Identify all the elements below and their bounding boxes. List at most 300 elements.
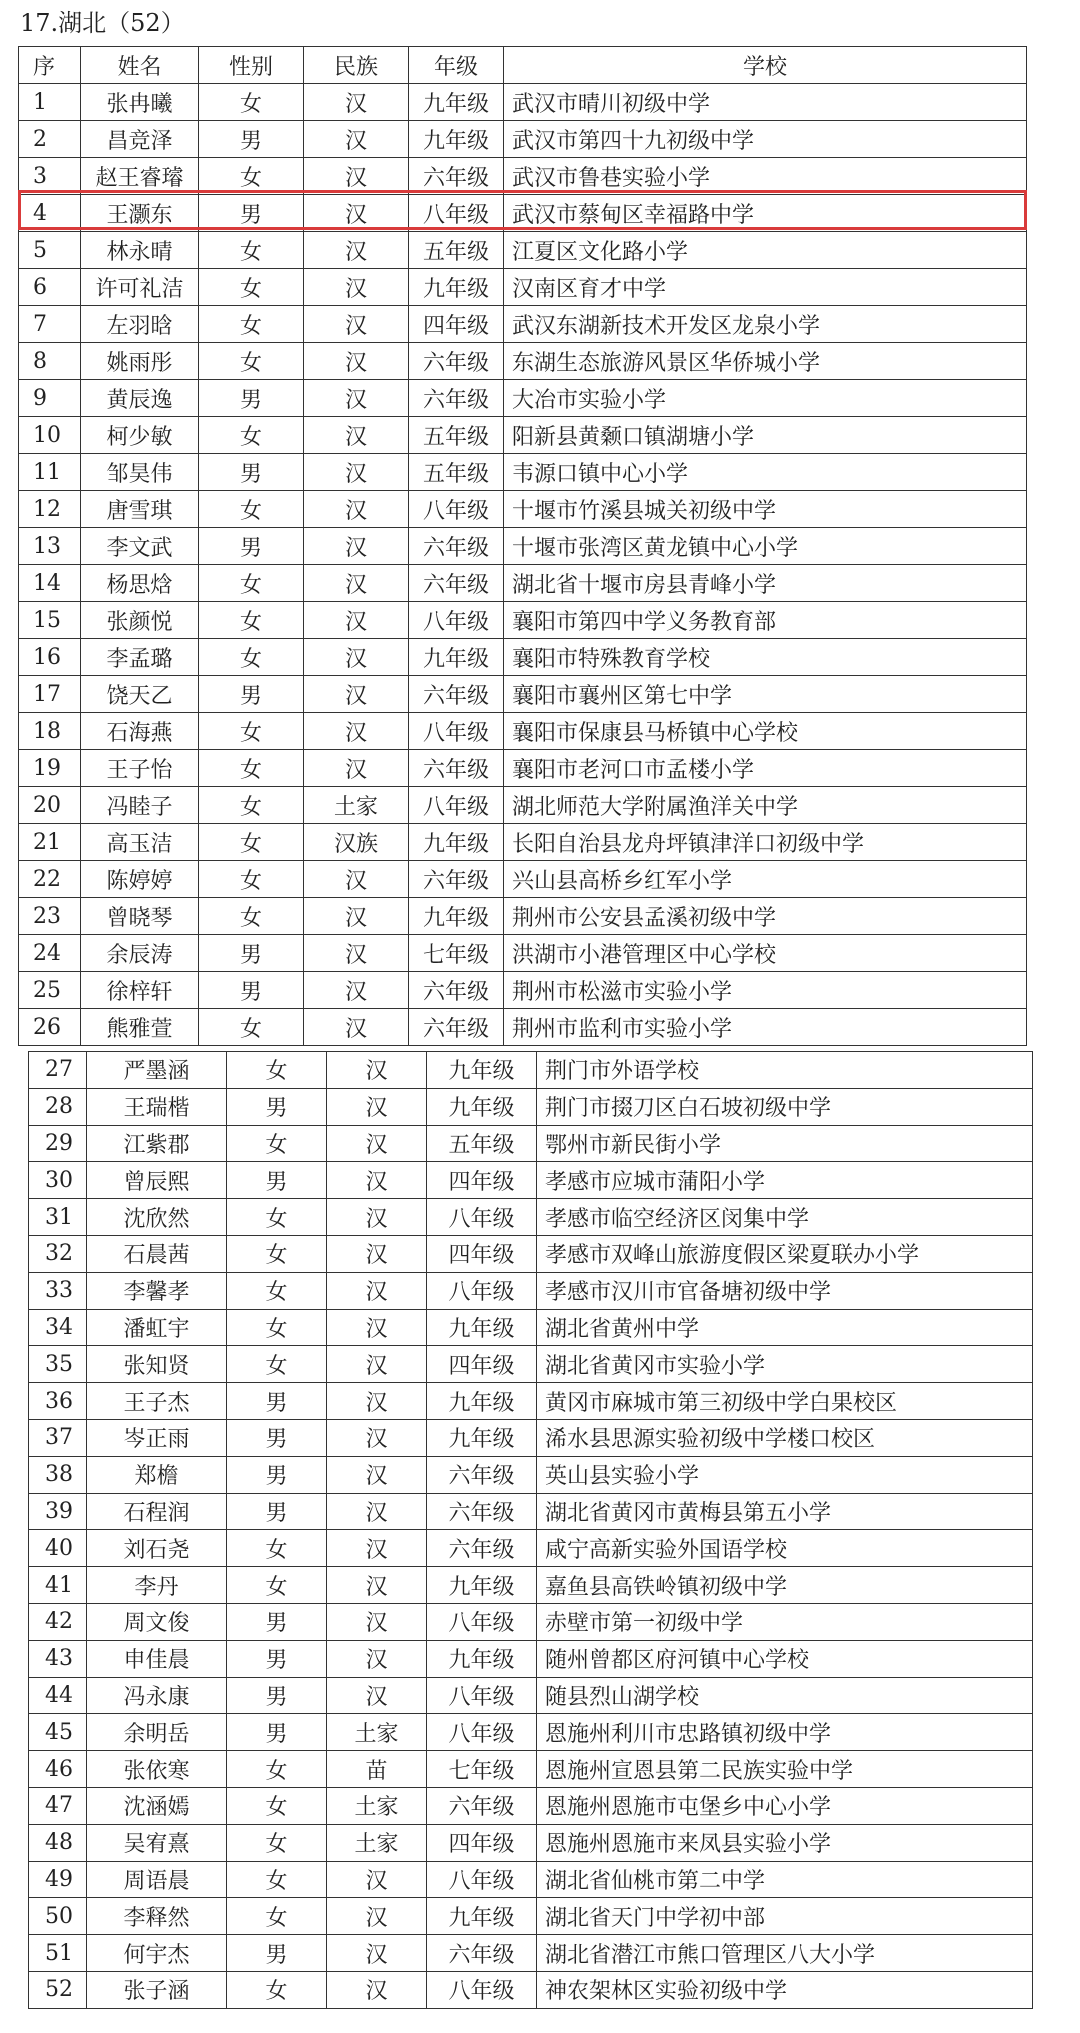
cell-school: 襄阳市保康县马桥镇中心学校 — [504, 713, 1027, 750]
cell-no: 10 — [19, 417, 81, 454]
cell-grade: 五年级 — [409, 454, 504, 491]
cell-ethnicity: 汉 — [327, 1199, 427, 1236]
cell-ethnicity: 汉 — [327, 1898, 427, 1935]
cell-name: 何宇杰 — [87, 1935, 227, 1972]
cell-gender: 男 — [227, 1456, 327, 1493]
cell-school: 大冶市实验小学 — [504, 380, 1027, 417]
cell-name: 石程润 — [87, 1493, 227, 1530]
cell-school: 湖北省天门中学初中部 — [537, 1898, 1033, 1935]
cell-school: 湖北师范大学附属渔洋关中学 — [504, 787, 1027, 824]
cell-grade: 八年级 — [409, 713, 504, 750]
cell-gender: 女 — [199, 158, 304, 195]
cell-grade: 九年级 — [427, 1309, 537, 1346]
cell-ethnicity: 汉 — [304, 232, 409, 269]
cell-gender: 男 — [199, 972, 304, 1009]
cell-gender: 女 — [227, 1824, 327, 1861]
cell-ethnicity: 汉 — [304, 158, 409, 195]
cell-name: 沈涵嫣 — [87, 1787, 227, 1824]
cell-no: 37 — [29, 1419, 87, 1456]
cell-gender: 男 — [199, 195, 304, 232]
table-row — [19, 84, 1027, 121]
cell-no: 43 — [29, 1640, 87, 1677]
cell-school: 孝感市双峰山旅游度假区梁夏联办小学 — [537, 1235, 1033, 1272]
cell-school: 湖北省黄冈市黄梅县第五小学 — [537, 1493, 1033, 1530]
cell-ethnicity: 汉 — [327, 1567, 427, 1604]
cell-ethnicity: 汉 — [304, 750, 409, 787]
cell-school: 襄阳市第四中学义务教育部 — [504, 602, 1027, 639]
cell-ethnicity: 汉 — [327, 1971, 427, 2008]
cell-no: 7 — [19, 306, 81, 343]
cell-ethnicity: 汉 — [304, 269, 409, 306]
cell-school: 襄阳市特殊教育学校 — [504, 639, 1027, 676]
cell-name: 柯少敏 — [81, 417, 199, 454]
cell-school: 十堰市竹溪县城关初级中学 — [504, 491, 1027, 528]
cell-grade: 九年级 — [427, 1088, 537, 1125]
cell-gender: 女 — [199, 1009, 304, 1046]
cell-no: 28 — [29, 1088, 87, 1125]
table-row — [29, 1309, 1033, 1346]
cell-school: 黄冈市麻城市第三初级中学白果校区 — [537, 1383, 1033, 1420]
cell-no: 47 — [29, 1787, 87, 1824]
cell-no: 50 — [29, 1898, 87, 1935]
cell-grade: 五年级 — [427, 1125, 537, 1162]
cell-grade: 六年级 — [427, 1787, 537, 1824]
cell-grade: 六年级 — [409, 750, 504, 787]
cell-ethnicity: 汉 — [304, 121, 409, 158]
cell-no: 38 — [29, 1456, 87, 1493]
cell-grade: 八年级 — [409, 195, 504, 232]
cell-grade: 九年级 — [427, 1898, 537, 1935]
cell-gender: 男 — [199, 935, 304, 972]
cell-name: 周文俊 — [87, 1603, 227, 1640]
cell-gender: 女 — [227, 1272, 327, 1309]
cell-ethnicity: 汉 — [327, 1235, 427, 1272]
cell-school: 襄阳市襄州区第七中学 — [504, 676, 1027, 713]
cell-no: 5 — [19, 232, 81, 269]
cell-ethnicity: 汉 — [327, 1162, 427, 1199]
header-gender: 性别 — [199, 47, 304, 84]
cell-no: 45 — [29, 1714, 87, 1751]
cell-no: 4 — [19, 195, 81, 232]
cell-grade: 六年级 — [409, 343, 504, 380]
cell-school: 长阳自治县龙舟坪镇津洋口初级中学 — [504, 824, 1027, 861]
cell-school: 武汉市鲁巷实验小学 — [504, 158, 1027, 195]
table-row — [29, 1419, 1033, 1456]
cell-ethnicity: 汉 — [304, 84, 409, 121]
cell-name: 李释然 — [87, 1898, 227, 1935]
cell-name: 李馨孝 — [87, 1272, 227, 1309]
cell-name: 冯睦子 — [81, 787, 199, 824]
cell-name: 姚雨彤 — [81, 343, 199, 380]
cell-school: 咸宁高新实验外国语学校 — [537, 1530, 1033, 1567]
cell-gender: 女 — [199, 491, 304, 528]
cell-ethnicity: 土家 — [327, 1714, 427, 1751]
table-row — [29, 1861, 1033, 1898]
cell-grade: 九年级 — [427, 1640, 537, 1677]
cell-gender: 女 — [199, 861, 304, 898]
table-row — [29, 1640, 1033, 1677]
cell-ethnicity: 汉 — [327, 1640, 427, 1677]
cell-gender: 男 — [227, 1935, 327, 1972]
cell-gender: 女 — [227, 1309, 327, 1346]
cell-name: 杨思焓 — [81, 565, 199, 602]
table-row — [19, 343, 1027, 380]
cell-gender: 女 — [199, 898, 304, 935]
cell-grade: 八年级 — [427, 1199, 537, 1236]
cell-school: 恩施州恩施市屯堡乡中心小学 — [537, 1787, 1033, 1824]
cell-name: 岑正雨 — [87, 1419, 227, 1456]
cell-no: 35 — [29, 1346, 87, 1383]
cell-ethnicity: 汉 — [304, 454, 409, 491]
table-row — [29, 1162, 1033, 1199]
cell-grade: 六年级 — [409, 1009, 504, 1046]
cell-grade: 六年级 — [427, 1493, 537, 1530]
cell-ethnicity: 汉 — [304, 306, 409, 343]
table-row — [19, 602, 1027, 639]
cell-no: 8 — [19, 343, 81, 380]
cell-grade: 九年级 — [427, 1383, 537, 1420]
cell-no: 40 — [29, 1530, 87, 1567]
cell-school: 随州曾都区府河镇中心学校 — [537, 1640, 1033, 1677]
cell-name: 黄辰逸 — [81, 380, 199, 417]
table-row — [19, 935, 1027, 972]
cell-name: 徐梓轩 — [81, 972, 199, 1009]
cell-name: 张知贤 — [87, 1346, 227, 1383]
table-row — [29, 1971, 1033, 2008]
table-row — [19, 1009, 1027, 1046]
table-row — [19, 898, 1027, 935]
cell-grade: 八年级 — [409, 491, 504, 528]
cell-school: 武汉市蔡甸区幸福路中学 — [504, 195, 1027, 232]
table-row — [29, 1530, 1033, 1567]
cell-grade: 六年级 — [409, 380, 504, 417]
cell-gender: 女 — [199, 343, 304, 380]
cell-name: 郑檐 — [87, 1456, 227, 1493]
cell-ethnicity: 汉 — [327, 1861, 427, 1898]
cell-name: 赵王睿璿 — [81, 158, 199, 195]
cell-grade: 八年级 — [409, 787, 504, 824]
cell-name: 吴宥熹 — [87, 1824, 227, 1861]
cell-grade: 六年级 — [409, 861, 504, 898]
table-row — [19, 528, 1027, 565]
cell-ethnicity: 汉 — [327, 1052, 427, 1089]
cell-grade: 九年级 — [427, 1567, 537, 1604]
cell-grade: 九年级 — [409, 639, 504, 676]
cell-gender: 女 — [227, 1751, 327, 1788]
cell-school: 英山县实验小学 — [537, 1456, 1033, 1493]
cell-gender: 女 — [199, 565, 304, 602]
cell-grade: 六年级 — [409, 676, 504, 713]
cell-name: 曾辰熙 — [87, 1162, 227, 1199]
cell-name: 申佳晨 — [87, 1640, 227, 1677]
cell-no: 52 — [29, 1971, 87, 2008]
cell-school: 荆州市松滋市实验小学 — [504, 972, 1027, 1009]
cell-grade: 五年级 — [409, 417, 504, 454]
table-row — [19, 121, 1027, 158]
cell-school: 湖北省黄冈市实验小学 — [537, 1346, 1033, 1383]
cell-grade: 八年级 — [409, 602, 504, 639]
cell-no: 15 — [19, 602, 81, 639]
cell-gender: 女 — [199, 84, 304, 121]
cell-ethnicity: 汉 — [304, 935, 409, 972]
cell-school: 荆州市监利市实验小学 — [504, 1009, 1027, 1046]
cell-ethnicity: 汉 — [304, 639, 409, 676]
cell-name: 许可礼洁 — [81, 269, 199, 306]
header-name: 姓名 — [81, 47, 199, 84]
cell-grade: 八年级 — [427, 1603, 537, 1640]
cell-grade: 八年级 — [427, 1272, 537, 1309]
cell-gender: 男 — [227, 1383, 327, 1420]
table-row — [19, 454, 1027, 491]
cell-ethnicity: 汉 — [327, 1677, 427, 1714]
table-row — [29, 1383, 1033, 1420]
table-row — [19, 713, 1027, 750]
cell-gender: 女 — [199, 713, 304, 750]
table-row — [19, 380, 1027, 417]
table-row — [19, 232, 1027, 269]
table-row — [19, 750, 1027, 787]
cell-school: 荆州市公安县孟溪初级中学 — [504, 898, 1027, 935]
table-row — [29, 1088, 1033, 1125]
cell-ethnicity: 汉 — [304, 602, 409, 639]
cell-ethnicity: 汉 — [304, 528, 409, 565]
table-row — [29, 1199, 1033, 1236]
cell-ethnicity: 汉 — [327, 1935, 427, 1972]
cell-ethnicity: 汉 — [304, 898, 409, 935]
cell-name: 严墨涵 — [87, 1052, 227, 1089]
cell-name: 熊雅萱 — [81, 1009, 199, 1046]
table-row — [29, 1272, 1033, 1309]
cell-school: 东湖生态旅游风景区华侨城小学 — [504, 343, 1027, 380]
cell-ethnicity: 汉 — [327, 1419, 427, 1456]
cell-school: 十堰市张湾区黄龙镇中心小学 — [504, 528, 1027, 565]
cell-school: 湖北省仙桃市第二中学 — [537, 1861, 1033, 1898]
cell-no: 21 — [19, 824, 81, 861]
cell-no: 2 — [19, 121, 81, 158]
cell-no: 41 — [29, 1567, 87, 1604]
table-row — [29, 1714, 1033, 1751]
cell-gender: 男 — [227, 1493, 327, 1530]
cell-gender: 女 — [227, 1125, 327, 1162]
cell-name: 昌竞泽 — [81, 121, 199, 158]
student-table-part-1 — [18, 46, 1027, 1046]
table-row — [19, 565, 1027, 602]
cell-ethnicity: 汉 — [304, 565, 409, 602]
cell-no: 13 — [19, 528, 81, 565]
cell-gender: 男 — [227, 1419, 327, 1456]
table-caption: 17.湖北（52） — [20, 9, 185, 37]
cell-school: 江夏区文化路小学 — [504, 232, 1027, 269]
cell-gender: 女 — [227, 1199, 327, 1236]
cell-no: 33 — [29, 1272, 87, 1309]
cell-gender: 女 — [199, 269, 304, 306]
cell-gender: 男 — [227, 1088, 327, 1125]
cell-gender: 男 — [227, 1603, 327, 1640]
cell-ethnicity: 汉 — [304, 1009, 409, 1046]
cell-grade: 八年级 — [427, 1971, 537, 2008]
cell-no: 11 — [19, 454, 81, 491]
cell-gender: 女 — [227, 1861, 327, 1898]
cell-gender: 男 — [227, 1714, 327, 1751]
cell-ethnicity: 汉 — [304, 417, 409, 454]
cell-grade: 四年级 — [427, 1235, 537, 1272]
cell-gender: 男 — [199, 676, 304, 713]
cell-ethnicity: 汉 — [304, 380, 409, 417]
cell-ethnicity: 汉 — [327, 1346, 427, 1383]
cell-ethnicity: 汉 — [327, 1125, 427, 1162]
cell-name: 余辰涛 — [81, 935, 199, 972]
cell-grade: 四年级 — [427, 1162, 537, 1199]
cell-name: 周语晨 — [87, 1861, 227, 1898]
cell-ethnicity: 苗 — [327, 1751, 427, 1788]
cell-name: 潘虹宇 — [87, 1309, 227, 1346]
cell-no: 12 — [19, 491, 81, 528]
cell-ethnicity: 汉 — [304, 676, 409, 713]
cell-name: 王子怡 — [81, 750, 199, 787]
table-row — [19, 417, 1027, 454]
student-table-part-2 — [28, 1051, 1033, 2009]
cell-name: 张子涵 — [87, 1971, 227, 2008]
cell-ethnicity: 汉 — [327, 1456, 427, 1493]
cell-gender: 女 — [199, 750, 304, 787]
cell-school: 恩施州恩施市来凤县实验小学 — [537, 1824, 1033, 1861]
cell-gender: 男 — [227, 1677, 327, 1714]
cell-ethnicity: 土家 — [327, 1787, 427, 1824]
cell-no: 23 — [19, 898, 81, 935]
table-row — [29, 1787, 1033, 1824]
cell-ethnicity: 土家 — [327, 1824, 427, 1861]
cell-name: 邹昊伟 — [81, 454, 199, 491]
cell-gender: 男 — [199, 528, 304, 565]
cell-school: 鄂州市新民街小学 — [537, 1125, 1033, 1162]
table-row — [19, 972, 1027, 1009]
cell-school: 阳新县黄颡口镇湖塘小学 — [504, 417, 1027, 454]
table-row — [29, 1456, 1033, 1493]
cell-gender: 女 — [199, 824, 304, 861]
cell-no: 49 — [29, 1861, 87, 1898]
table-row — [29, 1346, 1033, 1383]
cell-ethnicity: 土家 — [304, 787, 409, 824]
cell-grade: 六年级 — [427, 1456, 537, 1493]
cell-gender: 女 — [199, 639, 304, 676]
cell-no: 16 — [19, 639, 81, 676]
cell-ethnicity: 汉 — [327, 1383, 427, 1420]
cell-school: 随县烈山湖学校 — [537, 1677, 1033, 1714]
cell-ethnicity: 汉 — [304, 195, 409, 232]
cell-grade: 九年级 — [409, 898, 504, 935]
cell-name: 李文武 — [81, 528, 199, 565]
cell-school: 武汉东湖新技术开发区龙泉小学 — [504, 306, 1027, 343]
cell-gender: 女 — [199, 602, 304, 639]
cell-school: 孝感市临空经济区闵集中学 — [537, 1199, 1033, 1236]
header-ethnicity: 民族 — [304, 47, 409, 84]
cell-no: 18 — [19, 713, 81, 750]
cell-no: 34 — [29, 1309, 87, 1346]
cell-ethnicity: 汉 — [304, 491, 409, 528]
header-grade: 年级 — [409, 47, 504, 84]
cell-name: 李丹 — [87, 1567, 227, 1604]
cell-grade: 四年级 — [427, 1346, 537, 1383]
cell-no: 19 — [19, 750, 81, 787]
cell-grade: 六年级 — [427, 1530, 537, 1567]
cell-no: 44 — [29, 1677, 87, 1714]
cell-school: 孝感市汉川市官备塘初级中学 — [537, 1272, 1033, 1309]
cell-grade: 九年级 — [409, 84, 504, 121]
table-row — [19, 269, 1027, 306]
cell-gender: 女 — [227, 1898, 327, 1935]
cell-name: 沈欣然 — [87, 1199, 227, 1236]
table-row — [29, 1603, 1033, 1640]
table-row — [19, 306, 1027, 343]
cell-gender: 男 — [199, 121, 304, 158]
cell-grade: 八年级 — [427, 1677, 537, 1714]
cell-ethnicity: 汉 — [304, 972, 409, 1009]
cell-ethnicity: 汉 — [327, 1088, 427, 1125]
cell-ethnicity: 汉 — [327, 1493, 427, 1530]
cell-school: 武汉市第四十九初级中学 — [504, 121, 1027, 158]
cell-grade: 六年级 — [427, 1935, 537, 1972]
cell-school: 湖北省十堰市房县青峰小学 — [504, 565, 1027, 602]
cell-name: 左羽晗 — [81, 306, 199, 343]
cell-grade: 六年级 — [409, 972, 504, 1009]
cell-gender: 男 — [227, 1162, 327, 1199]
cell-gender: 女 — [199, 306, 304, 343]
cell-school: 洪湖市小港管理区中心学校 — [504, 935, 1027, 972]
table-row — [19, 787, 1027, 824]
cell-grade: 八年级 — [427, 1714, 537, 1751]
cell-gender: 女 — [227, 1052, 327, 1089]
cell-gender: 男 — [199, 454, 304, 491]
cell-no: 48 — [29, 1824, 87, 1861]
cell-name: 王瑞楷 — [87, 1088, 227, 1125]
cell-school: 汉南区育才中学 — [504, 269, 1027, 306]
cell-name: 石海燕 — [81, 713, 199, 750]
cell-school: 襄阳市老河口市孟楼小学 — [504, 750, 1027, 787]
cell-school: 兴山县高桥乡红军小学 — [504, 861, 1027, 898]
table-row — [19, 824, 1027, 861]
cell-ethnicity: 汉 — [327, 1603, 427, 1640]
cell-school: 武汉市晴川初级中学 — [504, 84, 1027, 121]
cell-school: 孝感市应城市蒲阳小学 — [537, 1162, 1033, 1199]
table-row — [29, 1898, 1033, 1935]
cell-no: 14 — [19, 565, 81, 602]
header-no: 序 — [19, 47, 81, 84]
cell-grade: 五年级 — [409, 232, 504, 269]
table-row — [29, 1493, 1033, 1530]
cell-gender: 女 — [199, 787, 304, 824]
cell-grade: 六年级 — [409, 528, 504, 565]
cell-school: 浠水县思源实验初级中学楼口校区 — [537, 1419, 1033, 1456]
table-row — [29, 1235, 1033, 1272]
cell-grade: 九年级 — [409, 824, 504, 861]
table-row — [29, 1751, 1033, 1788]
cell-school: 嘉鱼县高铁岭镇初级中学 — [537, 1567, 1033, 1604]
cell-ethnicity: 汉 — [304, 343, 409, 380]
cell-gender: 女 — [227, 1235, 327, 1272]
cell-name: 王灏东 — [81, 195, 199, 232]
cell-grade: 六年级 — [409, 158, 504, 195]
cell-no: 9 — [19, 380, 81, 417]
cell-no: 46 — [29, 1751, 87, 1788]
cell-no: 42 — [29, 1603, 87, 1640]
cell-gender: 女 — [227, 1346, 327, 1383]
cell-gender: 女 — [227, 1530, 327, 1567]
cell-name: 余明岳 — [87, 1714, 227, 1751]
cell-grade: 四年级 — [427, 1824, 537, 1861]
table-row — [19, 491, 1027, 528]
cell-grade: 九年级 — [409, 121, 504, 158]
cell-grade: 四年级 — [409, 306, 504, 343]
